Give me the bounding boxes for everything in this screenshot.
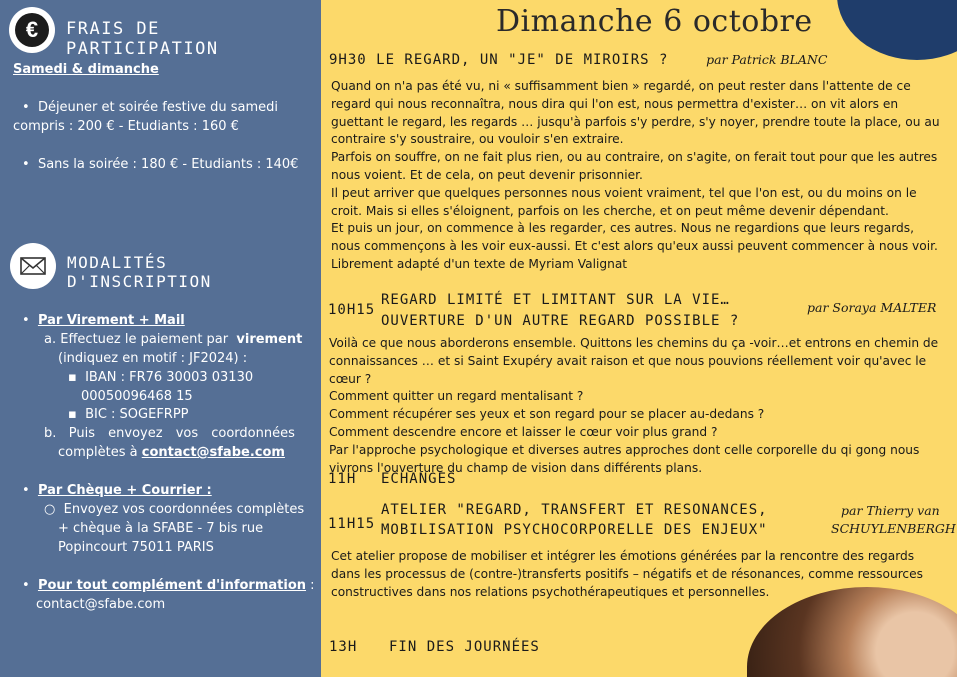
s1-paragraph-3: Il peut arriver que quelques personnes nous voient vraiment, tel que l'on est, ou du moins on le croit. Mais si elles s'éloignent, parfois on les cherche, et on peut même devenir dépendant. [331, 185, 917, 218]
cheque-line-1-wrap: ○ Envoyez vos coordonnées complètes [44, 502, 305, 517]
cheque-line-3: Popincourt 75011 PARIS [58, 540, 214, 555]
right-panel [321, 0, 957, 677]
fees-title: FRAIS DE PARTICIPATION [66, 19, 219, 59]
info-section: • Pour tout complément d'information : [22, 578, 315, 593]
s1-paragraph-5: Librement adapté d'un texte de Myriam Valignat [331, 256, 628, 271]
session-5-title: FIN DES JOURNÉES [389, 639, 540, 655]
session-4-body [331, 548, 947, 601]
step-b-prefix: b. [44, 426, 57, 441]
session-4-speaker-2: SCHUYLENBERGH [831, 521, 956, 536]
session-4-time: 11H15 [328, 516, 376, 532]
session-3-time: 11H [328, 471, 357, 487]
cheque-section: • Par Chèque + Courrier : [22, 483, 212, 498]
registration-title: MODALITÉS D'INSCRIPTION [67, 253, 212, 291]
iban-line-1: IBAN : FR76 30003 03130 [85, 370, 254, 385]
left-panel [0, 0, 321, 677]
corner-decoration [837, 0, 957, 60]
transfer-motif: (indiquez en motif : JF2024) : [58, 351, 248, 366]
fee-item-1-line-2: compris : 200 € - Etudiants : 160 € [13, 119, 239, 134]
step-a-text: Effectuez le paiement par [60, 332, 229, 347]
s2-paragraph-3: Comment récupérer ses yeux et son regard pour se placer au-dedans ? [329, 407, 765, 422]
s4-paragraph-1: Cet atelier propose de mobiliser et intégrer les émotions générées par la rencontre des regards dans les processus de (contre-)transferts positifs – négatifs et de résonances, comme ressources constructives dans nos relations psychothérapeutiques et personnelles. [331, 549, 923, 599]
fee-item-1-line-1: Déjeuner et soirée festive du samedi [37, 100, 279, 115]
cheque-line-2: + chèque à la SFABE - 7 bis rue [58, 521, 264, 536]
fee-item-1: • Déjeuner et soirée festive du samedi [22, 100, 279, 115]
session-2-title-1: REGARD LIMITÉ ET LIMITANT SUR LA VIE… [381, 292, 730, 308]
cheque-line-1: Envoyez vos coordonnées complètes [63, 502, 305, 517]
session-4-title-1: ATELIER "REGARD, TRANSFERT ET RESONANCES, [381, 502, 768, 518]
session-2-time: 10H15 [328, 302, 376, 318]
info-email[interactable]: contact@sfabe.com [36, 597, 166, 612]
info-label: Pour tout complément d'information [37, 578, 307, 593]
transfer-step-a [44, 332, 302, 347]
s2-paragraph-1: Voilà ce que nous aborderons ensemble. Quittons les chemins du ça -voir…et entrons en chemin de connaissances … et si Saint Exupéry avait raison et que nous pouvions réellement voir qu'avec le cœur ? [329, 336, 939, 386]
cheque-label: Par Chèque + Courrier : [37, 483, 212, 498]
session-5-time: 13H [329, 639, 358, 655]
mail-icon [10, 243, 56, 289]
step-a-bold: virement [236, 332, 303, 347]
bic-text: BIC : SOGEFRPP [85, 407, 189, 422]
session-2-body [329, 335, 945, 477]
transfer-step-b [44, 426, 306, 441]
session-1-title [329, 52, 827, 68]
transfer-label: Par Virement + Mail [37, 313, 185, 328]
s2-paragraph-2: Comment quitter un regard mentalisant ? [329, 389, 584, 404]
euro-symbol: € [15, 13, 49, 47]
euro-icon [9, 7, 55, 53]
s1-title-text: 9H30 LE REGARD, UN "JE" DE MIROIRS ? [329, 52, 669, 68]
session-3-title: ECHANGES [381, 471, 457, 487]
contact-email-link[interactable]: contact@sfabe.com [141, 445, 285, 460]
session-4-title-2: MOBILISATION PSYCHOCORPORELLE DES ENJEUX" [381, 522, 768, 538]
transfer-step-b-line-2 [58, 445, 285, 460]
session-4-speaker-1: par Thierry van [841, 503, 940, 518]
s1-paragraph-2: Parfois on souffre, on ne fait plus rien, ou au contraire, on s'agite, on ferait tout pour que les autres nous voient. Et de cela, on peut devenir prisonnier. [331, 150, 938, 182]
envelope-icon [10, 243, 56, 289]
fee-item-2: • Sans la soirée : 180 € - Etudiants : 140€ [22, 157, 299, 172]
s2-paragraph-5: Par l'approche psychologique et diverses autres approches dont celle corporelle du qi gong nous vivrons l'ouverture du champ de vision dans différents plans. [329, 442, 920, 475]
step-a-prefix: a. [44, 332, 57, 347]
session-1-body [331, 78, 945, 274]
iban-line-2: 00050096468 15 [81, 389, 193, 404]
info-colon: : [310, 578, 315, 593]
session-2-speaker: par Soraya MALTER [807, 300, 937, 315]
transfer-section: • Par Virement + Mail [22, 313, 185, 328]
step-b-text: Puis envoyez vos coordonnées [68, 426, 295, 441]
fee-item-2-text: Sans la soirée : 180 € - Etudiants : 140€ [37, 157, 299, 172]
session-2-title-2: OUVERTURE D'UN AUTRE REGARD POSSIBLE ? [381, 313, 740, 329]
fees-subtitle: Samedi & dimanche [13, 62, 159, 77]
s1-paragraph-1: Quand on n'a pas été vu, ni « suffisamment bien » regardé, on peut rester dans l'attente de ce regard qui nous reconnaîtra, nous dira qui l'on est, nous permettra d'exister… on vit alors en guettant le regard, les regards … jusqu'à parfois s'y perdre, s'y noyer, prendre toute la place, ou au contraire s'y soustraire, ou vouloir s'en extraire. [331, 79, 940, 147]
s2-paragraph-4: Comment descendre encore et laisser le cœur voir plus grand ? [329, 424, 718, 439]
bic: ▪ BIC : SOGEFRPP [68, 407, 189, 422]
s1-paragraph-4: Et puis un jour, on commence à les regarder, ces autres. Nous ne regardions que leurs regards, nous commençons à les voir eux-aussi. Et c'est alors qu'eux aussi peuvent commencer à nous voir. [331, 221, 938, 254]
step-b-line-2: complètes à [58, 445, 138, 460]
s1-speaker: par Patrick BLANC [706, 52, 828, 67]
iban: ▪ IBAN : FR76 30003 03130 [68, 370, 254, 385]
date-title: Dimanche 6 octobre [496, 4, 813, 39]
